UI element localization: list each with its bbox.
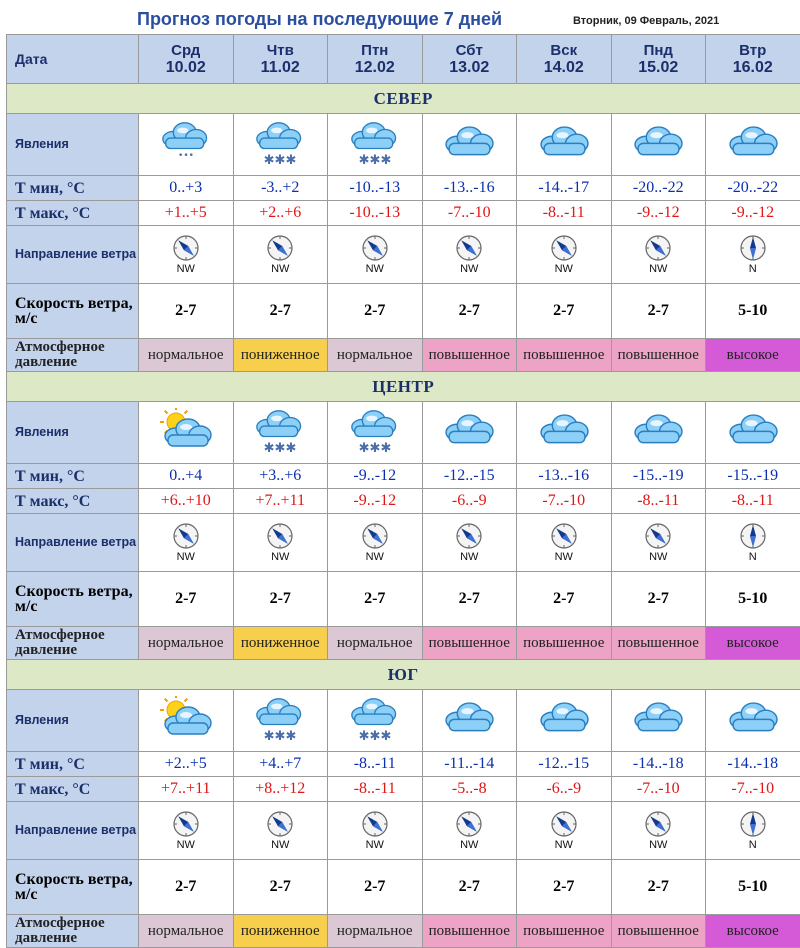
- tmin-value: -11..-14: [422, 752, 517, 777]
- tmin-label: [7, 752, 139, 777]
- tmin-value: 0..+3: [139, 176, 234, 201]
- day-date: 10.02: [139, 59, 233, 77]
- tmax-value: -6..-9: [422, 489, 517, 514]
- tmin-value: -12..-15: [517, 752, 612, 777]
- compass-icon: [550, 810, 578, 838]
- weather-cell: [139, 114, 234, 176]
- pressure-value: пониженное: [233, 915, 328, 948]
- compass-icon: [739, 234, 767, 262]
- wind-dir-value: NW: [460, 839, 478, 851]
- row-label: Скорость ветра, м/с: [15, 871, 133, 903]
- compass-icon: [266, 522, 294, 550]
- tmin-value: -20..-22: [706, 176, 800, 201]
- wind-dir-value: NW: [366, 263, 384, 275]
- cloudy-icon: [706, 408, 800, 458]
- tmax-value: -7..-10: [611, 777, 706, 802]
- tmin-label: [7, 176, 139, 201]
- wind-speed-value: 2-7: [517, 572, 612, 627]
- wind-speed-value: 2-7: [328, 860, 423, 915]
- row-label: Т макс, °С: [15, 205, 90, 222]
- row-label: Атмосферное давление: [15, 339, 105, 370]
- wind-speed-label: [7, 860, 139, 915]
- pressure-label: [7, 915, 139, 948]
- tmax-value: +8..+12: [233, 777, 328, 802]
- tmax-value: -8..-11: [328, 777, 423, 802]
- tmax-value: -8..-11: [517, 201, 612, 226]
- wind-dir-value: NW: [366, 551, 384, 563]
- wind-speed-value: 2-7: [233, 284, 328, 339]
- wind-dir-value: NW: [555, 263, 573, 275]
- tmax-label: [7, 777, 139, 802]
- tmax-value: +6..+10: [139, 489, 234, 514]
- row-label: Т макс, °С: [15, 781, 90, 798]
- pressure-value: высокое: [706, 339, 800, 372]
- wind-dir-cell: [422, 802, 517, 860]
- row-label: Явления: [15, 713, 69, 727]
- weather-cell: [233, 402, 328, 464]
- tmin-value: -15..-19: [706, 464, 800, 489]
- wind-dir-value: N: [749, 263, 757, 275]
- pressure-value: нормальное: [328, 915, 423, 948]
- wind-dir-value: NW: [177, 551, 195, 563]
- cloudy-icon: [423, 408, 517, 458]
- row-label: Т мин, °С: [15, 180, 85, 197]
- wind-speed-value: 2-7: [139, 284, 234, 339]
- day-date: 15.02: [612, 59, 706, 77]
- pressure-value: повышенное: [422, 627, 517, 660]
- wind-speed-value: 2-7: [139, 572, 234, 627]
- tmax-value: -7..-10: [706, 777, 800, 802]
- region-name: СЕВЕР: [374, 89, 433, 108]
- wind-speed-value: 2-7: [422, 572, 517, 627]
- weather-cell: [233, 114, 328, 176]
- weather-cell: [517, 402, 612, 464]
- wind-speed-value: 2-7: [517, 284, 612, 339]
- wind-dir-value: N: [749, 551, 757, 563]
- wind-dir-value: NW: [649, 551, 667, 563]
- tmax-value: +7..+11: [139, 777, 234, 802]
- svg-text:✱✱✱: ✱✱✱: [264, 729, 297, 744]
- wind-speed-value: 2-7: [233, 860, 328, 915]
- day-date: 11.02: [234, 59, 328, 77]
- wind-speed-label: [7, 572, 139, 627]
- wind-dir-cell: [517, 514, 612, 572]
- wind-dir-cell: [139, 226, 234, 284]
- wind-dir-value: NW: [649, 263, 667, 275]
- wind-dir-cell: [706, 514, 800, 572]
- wind-dir-cell: [139, 802, 234, 860]
- weather-cell: [328, 690, 423, 752]
- phenomena-label: [7, 690, 139, 752]
- wind-dir-value: NW: [460, 551, 478, 563]
- svg-text:✱✱✱: ✱✱✱: [264, 153, 297, 168]
- pressure-value: повышенное: [611, 339, 706, 372]
- partly-cloudy-icon: [139, 696, 233, 746]
- cloudy-icon: [423, 696, 517, 746]
- wind-speed-value: 5-10: [706, 284, 800, 339]
- tmin-value: -14..-18: [706, 752, 800, 777]
- cloudy-icon: [706, 696, 800, 746]
- wind-dir-cell: [706, 226, 800, 284]
- region-header: [7, 660, 800, 690]
- region-name: ЮГ: [388, 665, 419, 684]
- weather-cell: [706, 402, 800, 464]
- pressure-value: повышенное: [611, 915, 706, 948]
- tmax-value: +7..+11: [233, 489, 328, 514]
- wind-dir-cell: [233, 514, 328, 572]
- tmin-value: -3..+2: [233, 176, 328, 201]
- row-label: Атмосферное давление: [15, 915, 105, 946]
- weather-cell: [328, 114, 423, 176]
- wind-dir-value: NW: [271, 551, 289, 563]
- tmin-value: +4..+7: [233, 752, 328, 777]
- row-label: Скорость ветра, м/с: [15, 295, 133, 327]
- weather-cell: [706, 114, 800, 176]
- svg-text:✱✱✱: ✱✱✱: [358, 441, 391, 456]
- weather-cell: [422, 114, 517, 176]
- tmin-value: -15..-19: [611, 464, 706, 489]
- wind-dir-label: [7, 514, 139, 572]
- day-name: Пнд: [612, 42, 706, 59]
- compass-icon: [455, 522, 483, 550]
- row-label: Направление ветра: [15, 247, 136, 261]
- compass-icon: [361, 522, 389, 550]
- pressure-value: нормальное: [328, 627, 423, 660]
- snow-icon: [328, 408, 422, 458]
- wind-speed-value: 2-7: [611, 572, 706, 627]
- compass-icon: [739, 522, 767, 550]
- day-header: [328, 35, 423, 84]
- wind-speed-value: 2-7: [328, 284, 423, 339]
- compass-icon: [550, 522, 578, 550]
- weather-cell: [422, 690, 517, 752]
- date-header-label: Дата: [15, 51, 47, 67]
- weather-cell: [233, 690, 328, 752]
- tmax-value: -10..-13: [328, 201, 423, 226]
- compass-icon: [361, 234, 389, 262]
- cloudy-icon: [517, 408, 611, 458]
- wind-dir-cell: [611, 226, 706, 284]
- row-label: Атмосферное давление: [15, 627, 105, 658]
- wind-speed-value: 5-10: [706, 860, 800, 915]
- pressure-value: пониженное: [233, 339, 328, 372]
- row-label: Явления: [15, 425, 69, 439]
- cloudy-icon: [517, 696, 611, 746]
- wind-dir-cell: [139, 514, 234, 572]
- tmax-value: -8..-11: [706, 489, 800, 514]
- wind-dir-value: NW: [177, 839, 195, 851]
- tmin-value: -14..-17: [517, 176, 612, 201]
- light-snow-icon: [139, 120, 233, 170]
- phenomena-label: [7, 114, 139, 176]
- weather-cell: [139, 690, 234, 752]
- pressure-value: повышенное: [517, 339, 612, 372]
- wind-dir-value: NW: [555, 839, 573, 851]
- wind-dir-cell: [233, 802, 328, 860]
- day-header: [422, 35, 517, 84]
- snow-icon: [234, 696, 328, 746]
- compass-icon: [644, 522, 672, 550]
- pressure-value: повышенное: [422, 339, 517, 372]
- compass-icon: [455, 810, 483, 838]
- weather-cell: [706, 690, 800, 752]
- wind-speed-label: [7, 284, 139, 339]
- snow-icon: [234, 120, 328, 170]
- tmin-value: -14..-18: [611, 752, 706, 777]
- forecast-table: [6, 34, 800, 948]
- region-name: ЦЕНТР: [372, 377, 434, 396]
- tmax-value: -6..-9: [517, 777, 612, 802]
- weather-cell: [611, 402, 706, 464]
- pressure-value: повышенное: [611, 627, 706, 660]
- cloudy-icon: [517, 120, 611, 170]
- tmax-value: -7..-10: [517, 489, 612, 514]
- svg-text:✱✱✱: ✱✱✱: [358, 729, 391, 744]
- day-name: Чтв: [234, 42, 328, 59]
- day-name: Срд: [139, 42, 233, 59]
- region-header: [7, 372, 800, 402]
- compass-icon: [644, 234, 672, 262]
- row-label: Т мин, °С: [15, 468, 85, 485]
- cloudy-icon: [706, 120, 800, 170]
- wind-dir-cell: [328, 802, 423, 860]
- snow-icon: [328, 120, 422, 170]
- wind-dir-cell: [422, 514, 517, 572]
- compass-icon: [739, 810, 767, 838]
- svg-text:•••: •••: [178, 151, 194, 161]
- row-label: Скорость ветра, м/с: [15, 583, 133, 615]
- tmax-value: -9..-12: [611, 201, 706, 226]
- tmin-value: -13..-16: [517, 464, 612, 489]
- cloudy-icon: [423, 120, 517, 170]
- weather-cell: [139, 402, 234, 464]
- pressure-value: повышенное: [517, 627, 612, 660]
- pressure-value: нормальное: [139, 627, 234, 660]
- phenomena-label: [7, 402, 139, 464]
- tmin-value: +3..+6: [233, 464, 328, 489]
- page-title: Прогноз погоды на последующие 7 дней: [137, 9, 502, 30]
- snow-icon: [234, 408, 328, 458]
- compass-icon: [361, 810, 389, 838]
- day-date: 12.02: [328, 59, 422, 77]
- wind-speed-value: 2-7: [611, 284, 706, 339]
- wind-speed-value: 2-7: [611, 860, 706, 915]
- tmin-value: -13..-16: [422, 176, 517, 201]
- row-label: Направление ветра: [15, 823, 136, 837]
- wind-speed-value: 2-7: [328, 572, 423, 627]
- wind-dir-label: [7, 802, 139, 860]
- wind-dir-cell: [233, 226, 328, 284]
- weather-cell: [422, 402, 517, 464]
- wind-speed-value: 2-7: [517, 860, 612, 915]
- wind-dir-value: NW: [177, 263, 195, 275]
- tmin-label: [7, 464, 139, 489]
- compass-icon: [172, 810, 200, 838]
- pressure-value: нормальное: [328, 339, 423, 372]
- pressure-value: высокое: [706, 627, 800, 660]
- day-header: [139, 35, 234, 84]
- wind-dir-cell: [328, 226, 423, 284]
- wind-dir-cell: [422, 226, 517, 284]
- tmax-value: -8..-11: [611, 489, 706, 514]
- tmin-value: -20..-22: [611, 176, 706, 201]
- tmax-value: -5..-8: [422, 777, 517, 802]
- wind-dir-cell: [328, 514, 423, 572]
- wind-speed-value: 2-7: [139, 860, 234, 915]
- wind-speed-value: 2-7: [422, 284, 517, 339]
- snow-icon: [328, 696, 422, 746]
- row-label: Т мин, °С: [15, 756, 85, 773]
- row-label: Явления: [15, 137, 69, 151]
- tmax-value: -9..-12: [706, 201, 800, 226]
- day-header: [233, 35, 328, 84]
- wind-dir-value: NW: [271, 839, 289, 851]
- wind-dir-value: N: [749, 839, 757, 851]
- tmin-value: -10..-13: [328, 176, 423, 201]
- tmin-value: -12..-15: [422, 464, 517, 489]
- pressure-label: [7, 339, 139, 372]
- day-date: 16.02: [706, 59, 800, 77]
- svg-text:✱✱✱: ✱✱✱: [358, 153, 391, 168]
- weather-cell: [611, 690, 706, 752]
- wind-dir-cell: [517, 226, 612, 284]
- day-header: [611, 35, 706, 84]
- wind-dir-value: NW: [366, 839, 384, 851]
- tmax-value: +2..+6: [233, 201, 328, 226]
- tmax-label: [7, 489, 139, 514]
- tmax-value: -9..-12: [328, 489, 423, 514]
- pressure-value: нормальное: [139, 339, 234, 372]
- partly-cloudy-icon: [139, 408, 233, 458]
- tmax-label: [7, 201, 139, 226]
- wind-dir-value: NW: [649, 839, 667, 851]
- wind-dir-label: [7, 226, 139, 284]
- wind-dir-cell: [517, 802, 612, 860]
- pressure-value: повышенное: [517, 915, 612, 948]
- cloudy-icon: [612, 696, 706, 746]
- weather-cell: [328, 402, 423, 464]
- weather-cell: [517, 114, 612, 176]
- day-name: Вск: [517, 42, 611, 59]
- weather-cell: [611, 114, 706, 176]
- compass-icon: [172, 234, 200, 262]
- pressure-value: повышенное: [422, 915, 517, 948]
- tmin-value: 0..+4: [139, 464, 234, 489]
- region-header: [7, 84, 800, 114]
- wind-dir-value: NW: [271, 263, 289, 275]
- day-date: 13.02: [423, 59, 517, 77]
- compass-icon: [266, 810, 294, 838]
- day-name: Сбт: [423, 42, 517, 59]
- wind-dir-cell: [611, 514, 706, 572]
- tmin-value: -8..-11: [328, 752, 423, 777]
- current-date: Вторник, 09 Февраль, 2021: [573, 15, 719, 27]
- pressure-value: высокое: [706, 915, 800, 948]
- day-name: Втр: [706, 42, 800, 59]
- day-header: [517, 35, 612, 84]
- page-header: [0, 0, 800, 34]
- day-date: 14.02: [517, 59, 611, 77]
- tmax-value: -7..-10: [422, 201, 517, 226]
- day-name: Птн: [328, 42, 422, 59]
- cloudy-icon: [612, 408, 706, 458]
- weather-cell: [517, 690, 612, 752]
- tmin-value: +2..+5: [139, 752, 234, 777]
- pressure-value: нормальное: [139, 915, 234, 948]
- cloudy-icon: [612, 120, 706, 170]
- wind-speed-value: 2-7: [233, 572, 328, 627]
- compass-icon: [550, 234, 578, 262]
- pressure-value: пониженное: [233, 627, 328, 660]
- svg-text:✱✱✱: ✱✱✱: [264, 441, 297, 456]
- row-label: Т макс, °С: [15, 493, 90, 510]
- wind-dir-value: NW: [555, 551, 573, 563]
- compass-icon: [172, 522, 200, 550]
- row-label: Направление ветра: [15, 535, 136, 549]
- date-header: [7, 35, 139, 84]
- wind-dir-cell: [611, 802, 706, 860]
- compass-icon: [455, 234, 483, 262]
- wind-speed-value: 2-7: [422, 860, 517, 915]
- day-header: [706, 35, 800, 84]
- wind-speed-value: 5-10: [706, 572, 800, 627]
- compass-icon: [266, 234, 294, 262]
- wind-dir-cell: [706, 802, 800, 860]
- compass-icon: [644, 810, 672, 838]
- wind-dir-value: NW: [460, 263, 478, 275]
- pressure-label: [7, 627, 139, 660]
- tmin-value: -9..-12: [328, 464, 423, 489]
- tmax-value: +1..+5: [139, 201, 234, 226]
